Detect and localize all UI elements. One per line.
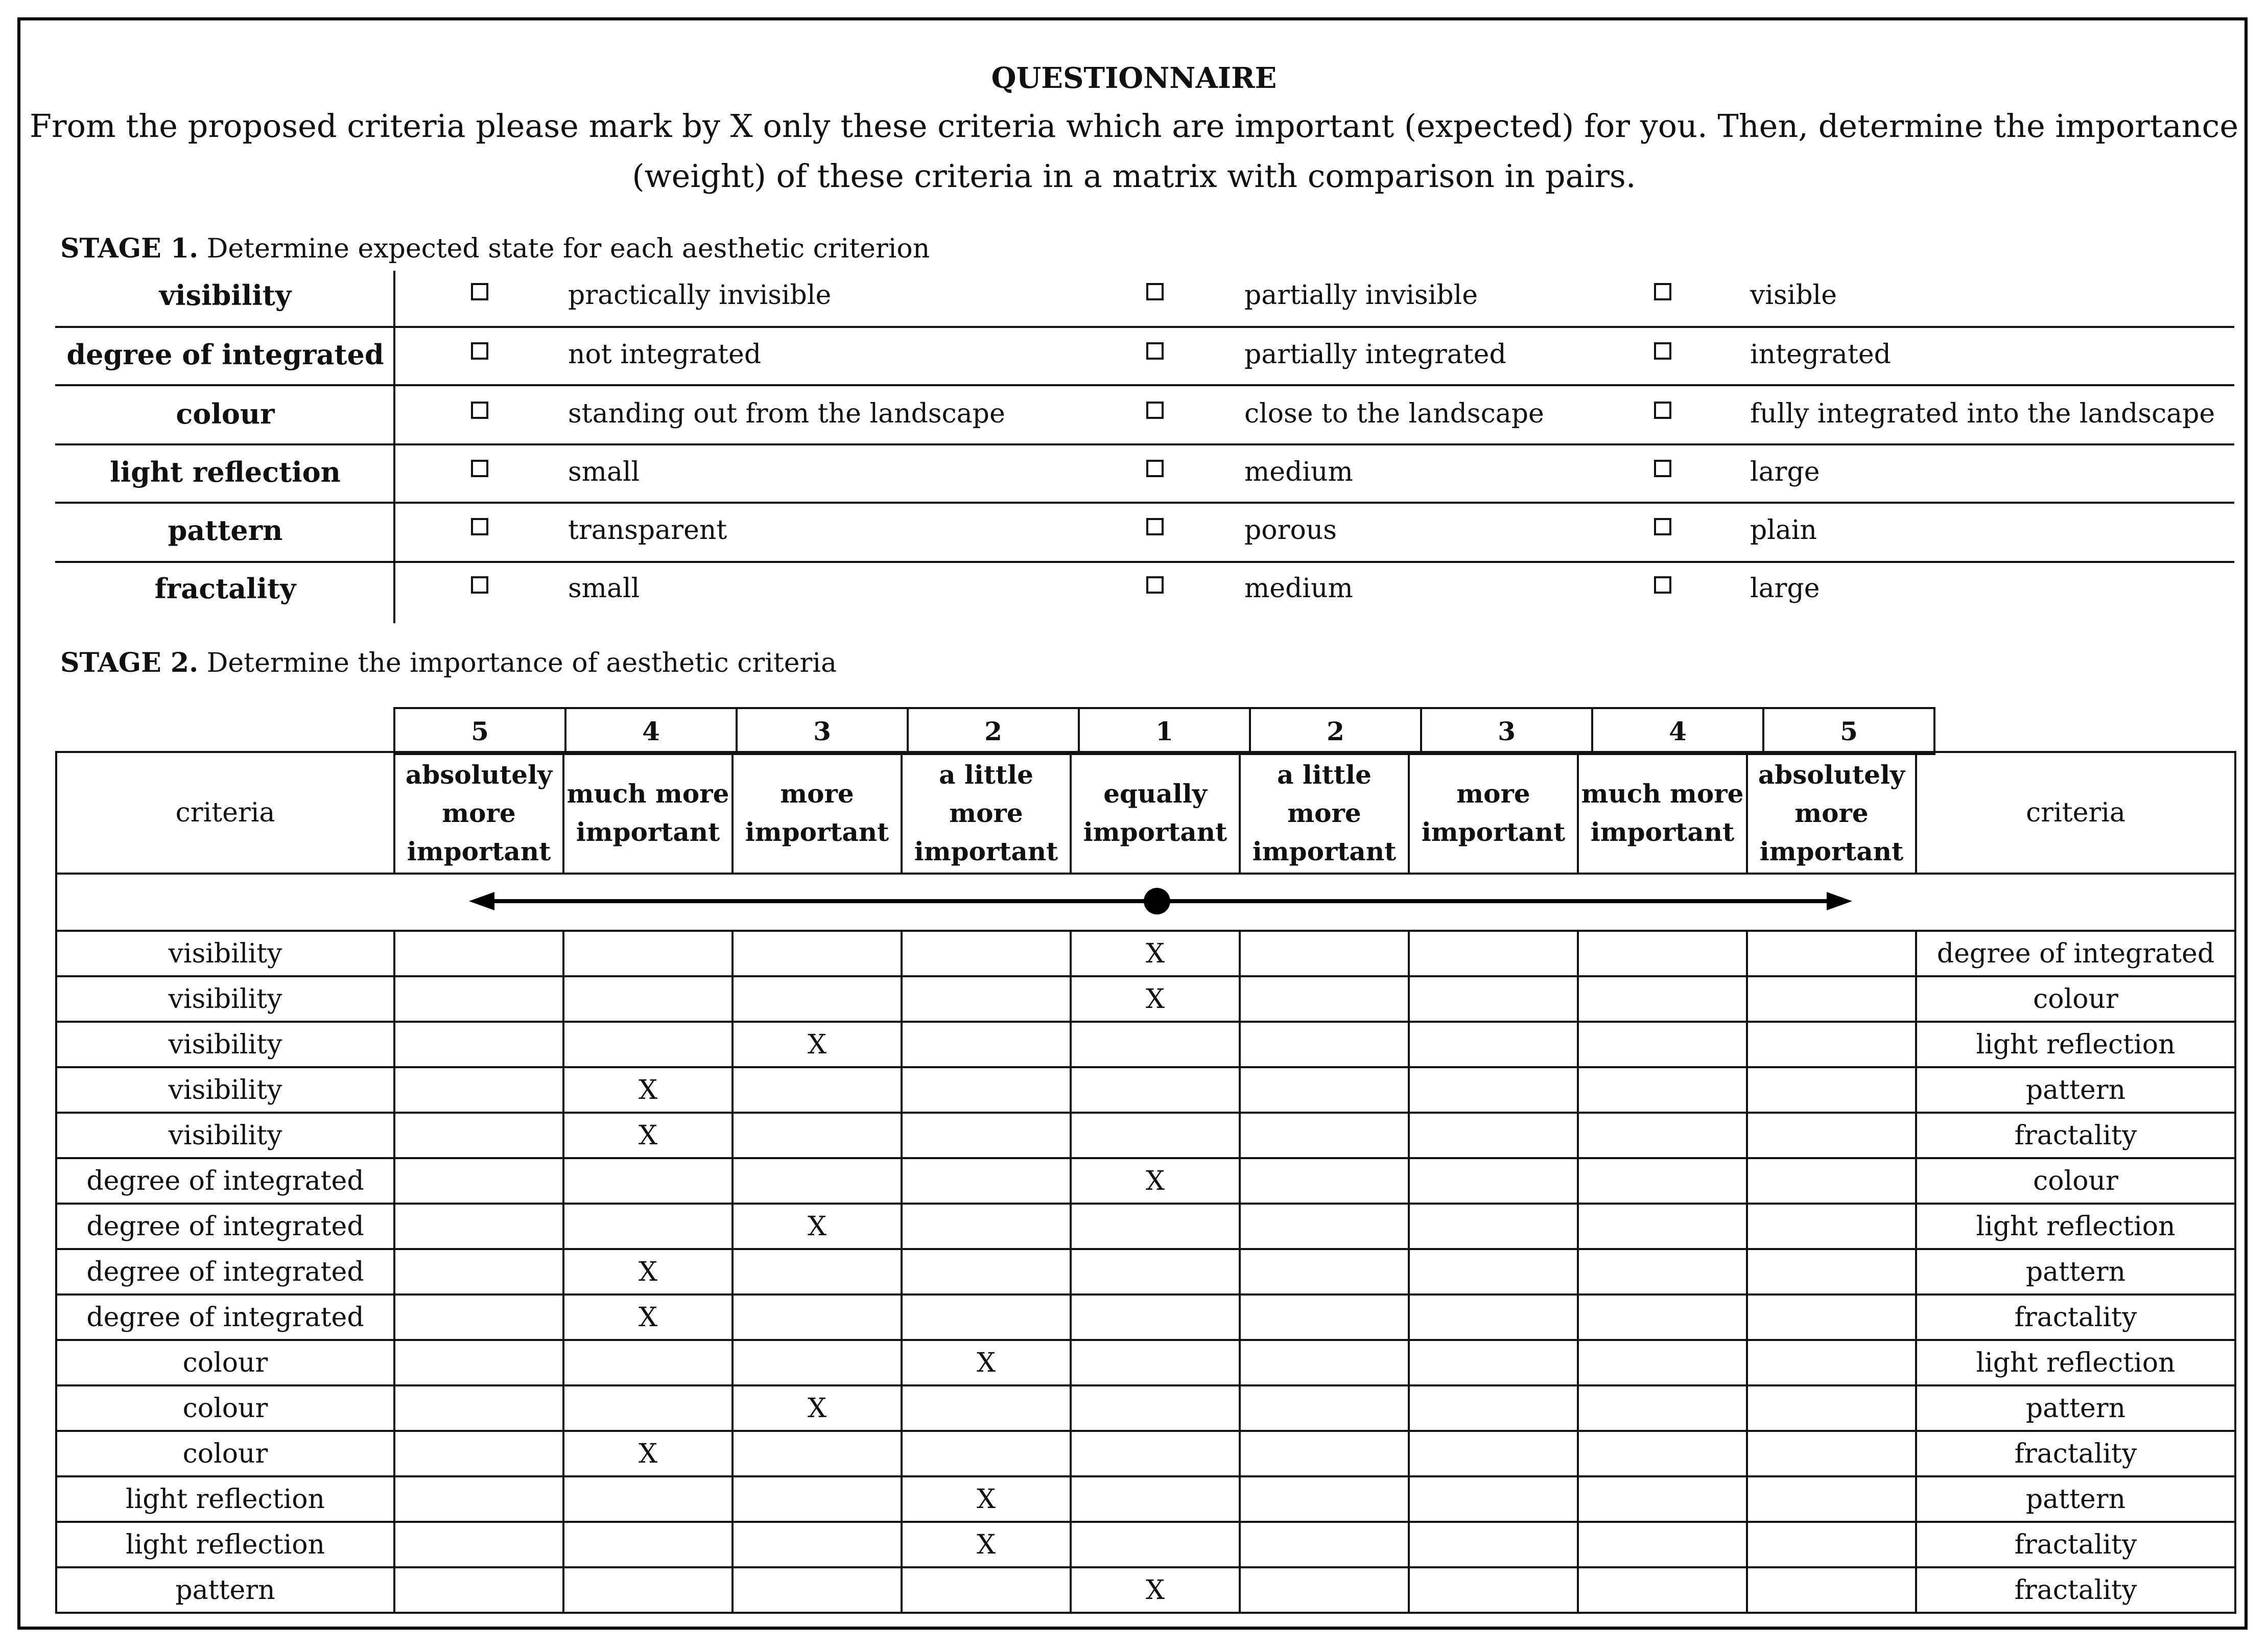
table-row — [56, 1340, 2235, 1385]
rating-cell[interactable] — [394, 1385, 563, 1431]
rating-cell[interactable] — [1747, 1431, 1916, 1476]
table-row — [56, 1204, 2235, 1249]
table-row — [56, 1522, 2235, 1567]
rating-cell[interactable] — [902, 1022, 1071, 1067]
rating-cell[interactable] — [1240, 1249, 1409, 1295]
rating-cell[interactable] — [902, 1158, 1071, 1204]
option-label: small — [568, 573, 640, 604]
intro-line-2: (weight) of these criteria in a matrix with comparison in pairs. — [632, 157, 1636, 195]
rating-cell[interactable] — [1409, 1295, 1578, 1340]
rating-cell[interactable] — [394, 1340, 563, 1385]
rating-cell[interactable] — [1747, 1249, 1916, 1295]
table-row — [56, 1431, 2235, 1476]
rating-cell[interactable] — [1409, 1113, 1578, 1158]
rating-cell[interactable] — [394, 1158, 563, 1204]
rating-cell[interactable] — [1409, 976, 1578, 1022]
rating-cell[interactable] — [1747, 1067, 1916, 1113]
rating-cell[interactable] — [733, 1476, 902, 1522]
scale-label: absolutely more important — [1747, 752, 1916, 874]
right-criterion: degree of integrated — [1916, 931, 2235, 976]
rating-cell[interactable] — [1578, 1295, 1747, 1340]
right-criterion: colour — [1916, 1158, 2235, 1204]
table-row — [56, 1113, 2235, 1158]
option-checkbox[interactable] — [1146, 342, 1164, 360]
scale-number: 5 — [394, 708, 565, 754]
scale-number: 4 — [565, 708, 737, 754]
stage2-heading — [60, 647, 837, 678]
left-criterion: degree of integrated — [56, 1249, 394, 1295]
rating-cell[interactable] — [1240, 1340, 1409, 1385]
table-row — [56, 931, 2235, 976]
rating-cell[interactable] — [733, 1067, 902, 1113]
option-label: large — [1750, 573, 1820, 604]
option-checkbox[interactable] — [471, 342, 488, 360]
table-row — [56, 1067, 2235, 1113]
criterion-name: pattern — [168, 514, 283, 547]
rating-cell[interactable] — [1409, 1476, 1578, 1522]
rating-cell[interactable] — [733, 1113, 902, 1158]
rating-cell[interactable] — [1747, 1567, 1916, 1613]
criterion-name: light reflection — [110, 456, 341, 488]
scale-label: more important — [1409, 752, 1578, 874]
rating-cell[interactable] — [1071, 1522, 1240, 1567]
rating-cell[interactable] — [394, 1431, 563, 1476]
option-label: not integrated — [568, 339, 762, 370]
option-label: integrated — [1750, 339, 1891, 370]
intro-line-1: From the proposed criteria please mark by X only these criteria which are important (expected) for you. Then, determine the importance — [29, 107, 2239, 145]
scale-arrow — [57, 875, 2234, 928]
left-criterion: visibility — [56, 1067, 394, 1113]
rating-cell[interactable] — [733, 1567, 902, 1613]
arrow-left-head — [469, 892, 494, 910]
right-criterion: fractality — [1916, 1431, 2235, 1476]
rating-cell[interactable] — [394, 931, 563, 976]
rating-cell[interactable] — [1240, 1567, 1409, 1613]
rating-cell[interactable] — [1071, 1476, 1240, 1522]
left-criterion: visibility — [56, 976, 394, 1022]
row-separator — [55, 384, 2234, 386]
option-checkbox[interactable] — [1146, 460, 1164, 477]
option-checkbox[interactable] — [471, 402, 488, 419]
rating-cell[interactable] — [902, 1113, 1071, 1158]
rating-cell[interactable] — [1240, 1476, 1409, 1522]
rating-cell[interactable] — [1747, 1385, 1916, 1431]
rating-cell-marked[interactable]: X — [1071, 1567, 1240, 1613]
row-separator — [55, 326, 2234, 328]
left-criterion: colour — [56, 1431, 394, 1476]
option-checkbox[interactable] — [1146, 283, 1164, 300]
rating-cell[interactable] — [1409, 1067, 1578, 1113]
option-checkbox[interactable] — [1654, 342, 1671, 360]
option-checkbox[interactable] — [1654, 576, 1671, 594]
rating-cell[interactable] — [1578, 1567, 1747, 1613]
table-row — [56, 1385, 2235, 1431]
rating-cell-marked[interactable]: X — [902, 1340, 1071, 1385]
stage2-text: Determine the importance of aesthetic criteria — [206, 648, 837, 678]
option-label: close to the landscape — [1244, 398, 1544, 429]
rating-cell[interactable] — [1747, 1340, 1916, 1385]
rating-cell[interactable] — [1240, 1295, 1409, 1340]
rating-cell[interactable] — [902, 1295, 1071, 1340]
rating-cell[interactable] — [394, 1567, 563, 1613]
rating-cell[interactable] — [1409, 1022, 1578, 1067]
rating-cell[interactable] — [1409, 1385, 1578, 1431]
rating-cell[interactable] — [563, 976, 733, 1022]
stage1-text: Determine expected state for each aesthetic criterion — [206, 233, 930, 264]
option-checkbox[interactable] — [1146, 518, 1164, 535]
criterion-name: colour — [176, 397, 275, 430]
rating-cell[interactable] — [563, 1522, 733, 1567]
page-title: QUESTIONNAIRE — [991, 61, 1277, 95]
criteria-header-left: criteria — [56, 752, 394, 874]
option-checkbox[interactable] — [471, 283, 488, 300]
stage1-divider — [393, 271, 395, 623]
rating-cell[interactable] — [563, 1567, 733, 1613]
criterion-name: fractality — [154, 572, 296, 605]
criterion-name: degree of integrated — [66, 338, 384, 371]
left-criterion: degree of integrated — [56, 1295, 394, 1340]
rating-cell[interactable] — [1240, 1113, 1409, 1158]
rating-cell[interactable] — [733, 1249, 902, 1295]
scale-number-row — [393, 707, 1935, 755]
table-row — [56, 1158, 2235, 1204]
rating-cell[interactable] — [902, 1567, 1071, 1613]
rating-cell[interactable] — [1747, 1158, 1916, 1204]
scale-label: much more important — [563, 752, 733, 874]
row-separator — [55, 502, 2234, 504]
rating-cell[interactable] — [1747, 1022, 1916, 1067]
right-criterion: pattern — [1916, 1067, 2235, 1113]
rating-cell-marked[interactable]: X — [733, 1204, 902, 1249]
rating-cell[interactable] — [1071, 1249, 1240, 1295]
right-criterion: pattern — [1916, 1476, 2235, 1522]
option-checkbox[interactable] — [1654, 460, 1671, 477]
rating-cell[interactable] — [563, 1204, 733, 1249]
rating-cell[interactable] — [563, 1385, 733, 1431]
table-row — [56, 1295, 2235, 1340]
left-criterion: pattern — [56, 1567, 394, 1613]
rating-cell[interactable] — [1071, 1113, 1240, 1158]
scale-number: 3 — [737, 708, 908, 754]
rating-cell[interactable] — [1578, 1249, 1747, 1295]
option-label: practically invisible — [568, 280, 832, 311]
rating-cell[interactable] — [1747, 931, 1916, 976]
rating-cell[interactable] — [1071, 1340, 1240, 1385]
option-checkbox[interactable] — [471, 576, 488, 594]
rating-cell[interactable] — [1747, 1204, 1916, 1249]
scale-number: 5 — [1763, 708, 1934, 754]
rating-cell[interactable] — [733, 1522, 902, 1567]
rating-cell[interactable] — [733, 931, 902, 976]
left-criterion: degree of integrated — [56, 1204, 394, 1249]
arrow-center-dot — [1144, 888, 1170, 914]
rating-cell[interactable] — [733, 976, 902, 1022]
option-label: visible — [1750, 280, 1837, 311]
rating-cell[interactable] — [902, 976, 1071, 1022]
scale-number: 2 — [908, 708, 1079, 754]
rating-cell[interactable] — [733, 1158, 902, 1204]
option-label: large — [1750, 457, 1820, 487]
rating-cell[interactable] — [1578, 1067, 1747, 1113]
rating-cell[interactable] — [902, 1067, 1071, 1113]
rating-cell[interactable] — [1071, 1385, 1240, 1431]
right-criterion: pattern — [1916, 1249, 2235, 1295]
rating-cell[interactable] — [1240, 1067, 1409, 1113]
scale-number: 1 — [1079, 708, 1250, 754]
pairwise-matrix — [55, 751, 2236, 1614]
option-checkbox[interactable] — [1146, 576, 1164, 594]
rating-cell[interactable] — [394, 1022, 563, 1067]
rating-cell[interactable] — [394, 1249, 563, 1295]
criterion-row — [55, 264, 2234, 323]
rating-cell[interactable] — [1409, 1158, 1578, 1204]
scale-label: absolutely more important — [394, 752, 563, 874]
rating-cell[interactable] — [563, 1158, 733, 1204]
scale-label: much more important — [1578, 752, 1747, 874]
rating-cell[interactable] — [1071, 1204, 1240, 1249]
criterion-row — [55, 499, 2234, 558]
option-checkbox[interactable] — [471, 518, 488, 535]
option-label: fully integrated into the landscape — [1750, 398, 2215, 429]
arrow-right-head — [1827, 892, 1852, 910]
right-criterion: pattern — [1916, 1385, 2235, 1431]
option-checkbox[interactable] — [1654, 518, 1671, 535]
right-criterion: colour — [1916, 976, 2235, 1022]
criterion-row — [55, 382, 2234, 441]
rating-cell[interactable] — [1071, 1022, 1240, 1067]
rating-cell-marked[interactable]: X — [1071, 931, 1240, 976]
rating-cell-marked[interactable]: X — [902, 1522, 1071, 1567]
table-row — [56, 1249, 2235, 1295]
rating-cell[interactable] — [563, 931, 733, 976]
right-criterion: fractality — [1916, 1567, 2235, 1613]
table-row — [56, 1022, 2235, 1067]
rating-cell[interactable] — [733, 1340, 902, 1385]
rating-cell[interactable] — [1747, 1295, 1916, 1340]
rating-cell-marked[interactable]: X — [563, 1295, 733, 1340]
criterion-row — [55, 557, 2234, 616]
rating-cell[interactable] — [1409, 1340, 1578, 1385]
left-criterion: visibility — [56, 1022, 394, 1067]
rating-cell[interactable] — [1578, 1113, 1747, 1158]
option-label: medium — [1244, 573, 1353, 604]
scale-number: 3 — [1421, 708, 1592, 754]
option-label: partially invisible — [1244, 280, 1478, 311]
rating-cell[interactable] — [563, 1022, 733, 1067]
rating-cell[interactable] — [902, 1249, 1071, 1295]
rating-cell[interactable] — [1409, 1567, 1578, 1613]
rating-cell[interactable] — [563, 1340, 733, 1385]
rating-cell-marked[interactable]: X — [563, 1113, 733, 1158]
rating-cell-marked[interactable]: X — [1071, 976, 1240, 1022]
rating-cell[interactable] — [1747, 976, 1916, 1022]
left-criterion: light reflection — [56, 1522, 394, 1567]
right-criterion: light reflection — [1916, 1340, 2235, 1385]
rating-cell-marked[interactable]: X — [1071, 1158, 1240, 1204]
rating-cell[interactable] — [1409, 1522, 1578, 1567]
row-separator — [55, 561, 2234, 563]
rating-cell[interactable] — [1578, 1431, 1747, 1476]
option-checkbox[interactable] — [1146, 402, 1164, 419]
rating-cell-marked[interactable]: X — [563, 1249, 733, 1295]
right-criterion: fractality — [1916, 1522, 2235, 1567]
rating-cell[interactable] — [1747, 1476, 1916, 1522]
left-criterion: visibility — [56, 1113, 394, 1158]
rating-cell[interactable] — [1409, 1431, 1578, 1476]
rating-cell[interactable] — [1240, 1158, 1409, 1204]
option-label: transparent — [568, 515, 727, 546]
rating-cell[interactable] — [1240, 1022, 1409, 1067]
option-label: small — [568, 457, 640, 487]
rating-cell[interactable] — [394, 1204, 563, 1249]
scale-label: a little more important — [1240, 752, 1409, 874]
scale-label: a little more important — [902, 752, 1071, 874]
rating-cell[interactable] — [902, 1431, 1071, 1476]
rating-cell-marked[interactable]: X — [902, 1476, 1071, 1522]
option-checkbox[interactable] — [1654, 283, 1671, 300]
rating-cell[interactable] — [1409, 1204, 1578, 1249]
rating-cell[interactable] — [902, 931, 1071, 976]
option-label: standing out from the landscape — [568, 398, 1005, 429]
rating-cell[interactable] — [1240, 976, 1409, 1022]
rating-cell[interactable] — [902, 1385, 1071, 1431]
rating-cell[interactable] — [394, 1476, 563, 1522]
rating-cell[interactable] — [563, 1476, 733, 1522]
scale-number: 2 — [1250, 708, 1421, 754]
left-criterion: visibility — [56, 931, 394, 976]
stage1-label: STAGE 1. — [60, 233, 199, 264]
rating-cell[interactable] — [1747, 1113, 1916, 1158]
rating-cell[interactable] — [394, 1067, 563, 1113]
rating-cell[interactable] — [1240, 1431, 1409, 1476]
rating-cell[interactable] — [1578, 931, 1747, 976]
rating-cell[interactable] — [1578, 1385, 1747, 1431]
rating-cell[interactable] — [902, 1204, 1071, 1249]
left-criterion: colour — [56, 1385, 394, 1431]
rating-cell[interactable] — [1578, 1476, 1747, 1522]
rating-cell[interactable] — [1578, 976, 1747, 1022]
rating-cell[interactable] — [733, 1295, 902, 1340]
rating-cell[interactable] — [1578, 1204, 1747, 1249]
option-checkbox[interactable] — [1654, 402, 1671, 419]
rating-cell[interactable] — [1578, 1158, 1747, 1204]
rating-cell[interactable] — [733, 1431, 902, 1476]
rating-cell-marked[interactable]: X — [563, 1067, 733, 1113]
rating-cell-marked[interactable]: X — [733, 1385, 902, 1431]
criterion-row — [55, 323, 2234, 382]
rating-cell[interactable] — [1240, 1522, 1409, 1567]
right-criterion: fractality — [1916, 1295, 2235, 1340]
right-criterion: light reflection — [1916, 1204, 2235, 1249]
criterion-row — [55, 440, 2234, 500]
left-criterion: light reflection — [56, 1476, 394, 1522]
criterion-name: visibility — [159, 279, 292, 312]
left-criterion: colour — [56, 1340, 394, 1385]
option-checkbox[interactable] — [471, 460, 488, 477]
right-criterion: fractality — [1916, 1113, 2235, 1158]
rating-cell[interactable] — [1240, 1204, 1409, 1249]
left-criterion: degree of integrated — [56, 1158, 394, 1204]
rating-cell-marked[interactable]: X — [563, 1431, 733, 1476]
option-label: partially integrated — [1244, 339, 1506, 370]
rating-cell-marked[interactable]: X — [733, 1022, 902, 1067]
scale-arrow-cell — [56, 874, 2235, 931]
table-row — [56, 1567, 2235, 1613]
scale-label: more important — [733, 752, 902, 874]
rating-cell[interactable] — [1409, 1249, 1578, 1295]
option-label: medium — [1244, 457, 1353, 487]
scale-number: 4 — [1592, 708, 1763, 754]
table-row — [56, 1476, 2235, 1522]
option-label: porous — [1244, 515, 1337, 546]
rating-cell[interactable] — [1578, 1340, 1747, 1385]
rating-cell[interactable] — [1578, 1022, 1747, 1067]
rating-cell[interactable] — [394, 1522, 563, 1567]
rating-cell[interactable] — [1071, 1431, 1240, 1476]
rating-cell[interactable] — [394, 976, 563, 1022]
rating-cell[interactable] — [1578, 1522, 1747, 1567]
option-label: plain — [1750, 515, 1817, 546]
rating-cell[interactable] — [1409, 931, 1578, 976]
row-separator — [55, 443, 2234, 445]
rating-cell[interactable] — [1240, 1385, 1409, 1431]
rating-cell[interactable] — [1747, 1522, 1916, 1567]
rating-cell[interactable] — [1071, 1295, 1240, 1340]
right-criterion: light reflection — [1916, 1022, 2235, 1067]
table-row — [56, 976, 2235, 1022]
rating-cell[interactable] — [1071, 1067, 1240, 1113]
scale-label: equally important — [1071, 752, 1240, 874]
stage1-heading — [60, 233, 930, 264]
rating-cell[interactable] — [394, 1295, 563, 1340]
rating-cell[interactable] — [394, 1113, 563, 1158]
criteria-header-right: criteria — [1916, 752, 2235, 874]
rating-cell[interactable] — [1240, 931, 1409, 976]
stage2-label: STAGE 2. — [60, 647, 199, 678]
